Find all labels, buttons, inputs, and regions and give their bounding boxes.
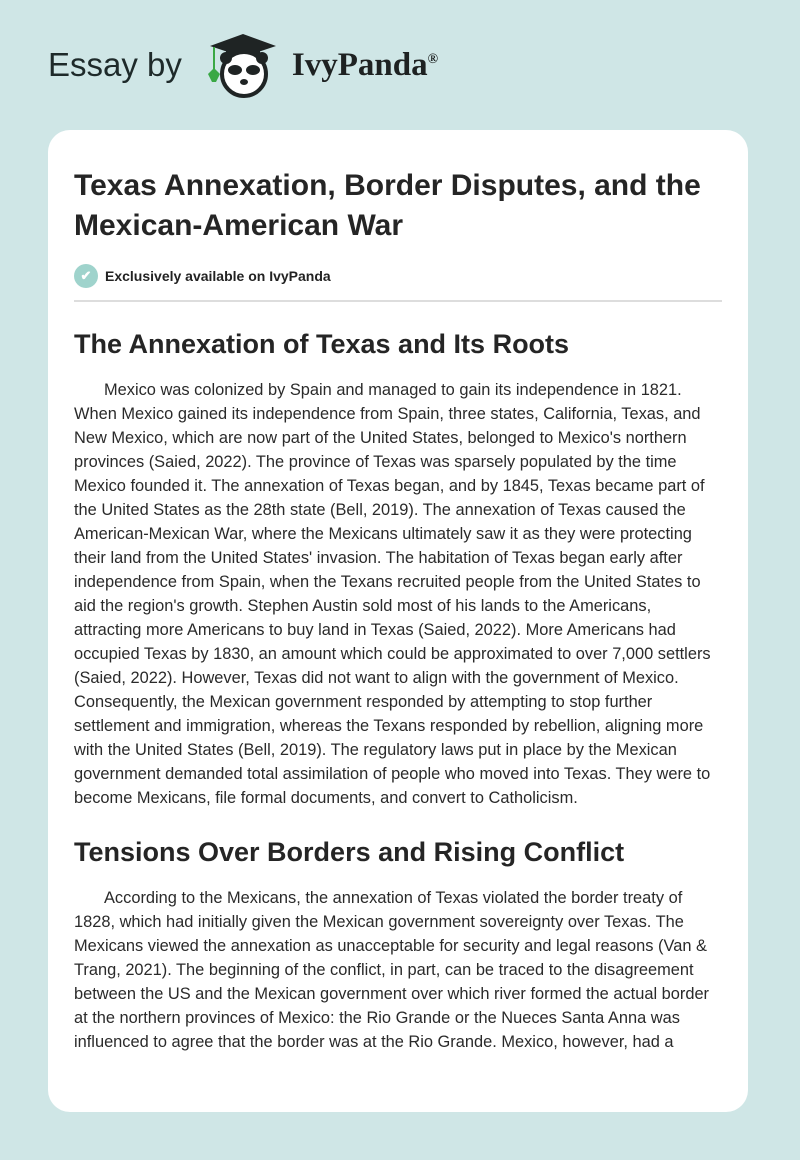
section-paragraph: According to the Mexicans, the annexation of Texas violated the border treaty of 1828, which had initially given the Mexican government sovereignty over Texas. The Mexicans viewed the annexation as unacceptable for security and legal reasons (Van & Trang, 2021). The beginning of the conflict, in part, can be traced to the disagreement between the US and the Mexican government over which river formed the actual border at the northern provinces of Mexico: the Rio Grande or the Nueces Santa Anna was influenced to agree that the border was at the Rio Grande. Mexico, however, had a — [74, 889, 710, 1051]
check-icon: ✔ — [74, 264, 98, 288]
essay-by-label: Essay by — [48, 46, 182, 83]
badge-label: Exclusively available on IvyPanda — [105, 268, 331, 284]
divider — [74, 300, 722, 302]
site-logo[interactable] — [48, 30, 438, 100]
essay-title: Texas Annexation, Border Disputes, and the Mexican-American War — [74, 169, 701, 242]
exclusive-badge — [74, 264, 722, 288]
panda-mascot-icon — [200, 30, 286, 100]
brand-name: IvyPanda® — [291, 46, 439, 83]
section-paragraph: Mexico was colonized by Spain and managed to gain its independence in 1821. When Mexico gained its independence from Spain, three states, California, Texas, and New Mexico, which are now part of the United States, belonged to Mexico's northern provinces (Saied, 2022). The province of Texas was sparsely populated by the time Mexico founded it. The annexation of Texas began, and by 1845, Texas became part of the United States as the 28th state (Bell, 2019). The annexation of Texas caused the American-Mexican War, where the Mexicans ultimately saw it as they were protecting their land from the United States' invasion. The habitation of Texas began early after independence from Spain, when the Texans recruited people from the United States to aid the region's growth. Stephen Austin sold most of his lands to the Americans, attracting more Americans to buy land in Texas (Saied, 2022). More Americans had occupied Texas by 1830, an amount which could be approximated to over 7,000 settlers (Saied, 2022). However, Texas did not want to align with the government of Mexico. Consequently, the Mexican government responded by attempting to stop further settlement and immigration, whereas the Texans responded by rebellion, aligning more with the United States (Bell, 2019). The regulatory laws put in place by the Mexican government demanded total assimilation of people who moved into Texas. They were to become Mexicans, file formal documents, and convert to Catholicism. — [74, 381, 711, 807]
section-heading: The Annexation of Texas and Its Roots — [74, 329, 570, 359]
essay-card — [48, 130, 748, 1112]
section-heading: Tensions Over Borders and Rising Conflict — [74, 837, 625, 867]
